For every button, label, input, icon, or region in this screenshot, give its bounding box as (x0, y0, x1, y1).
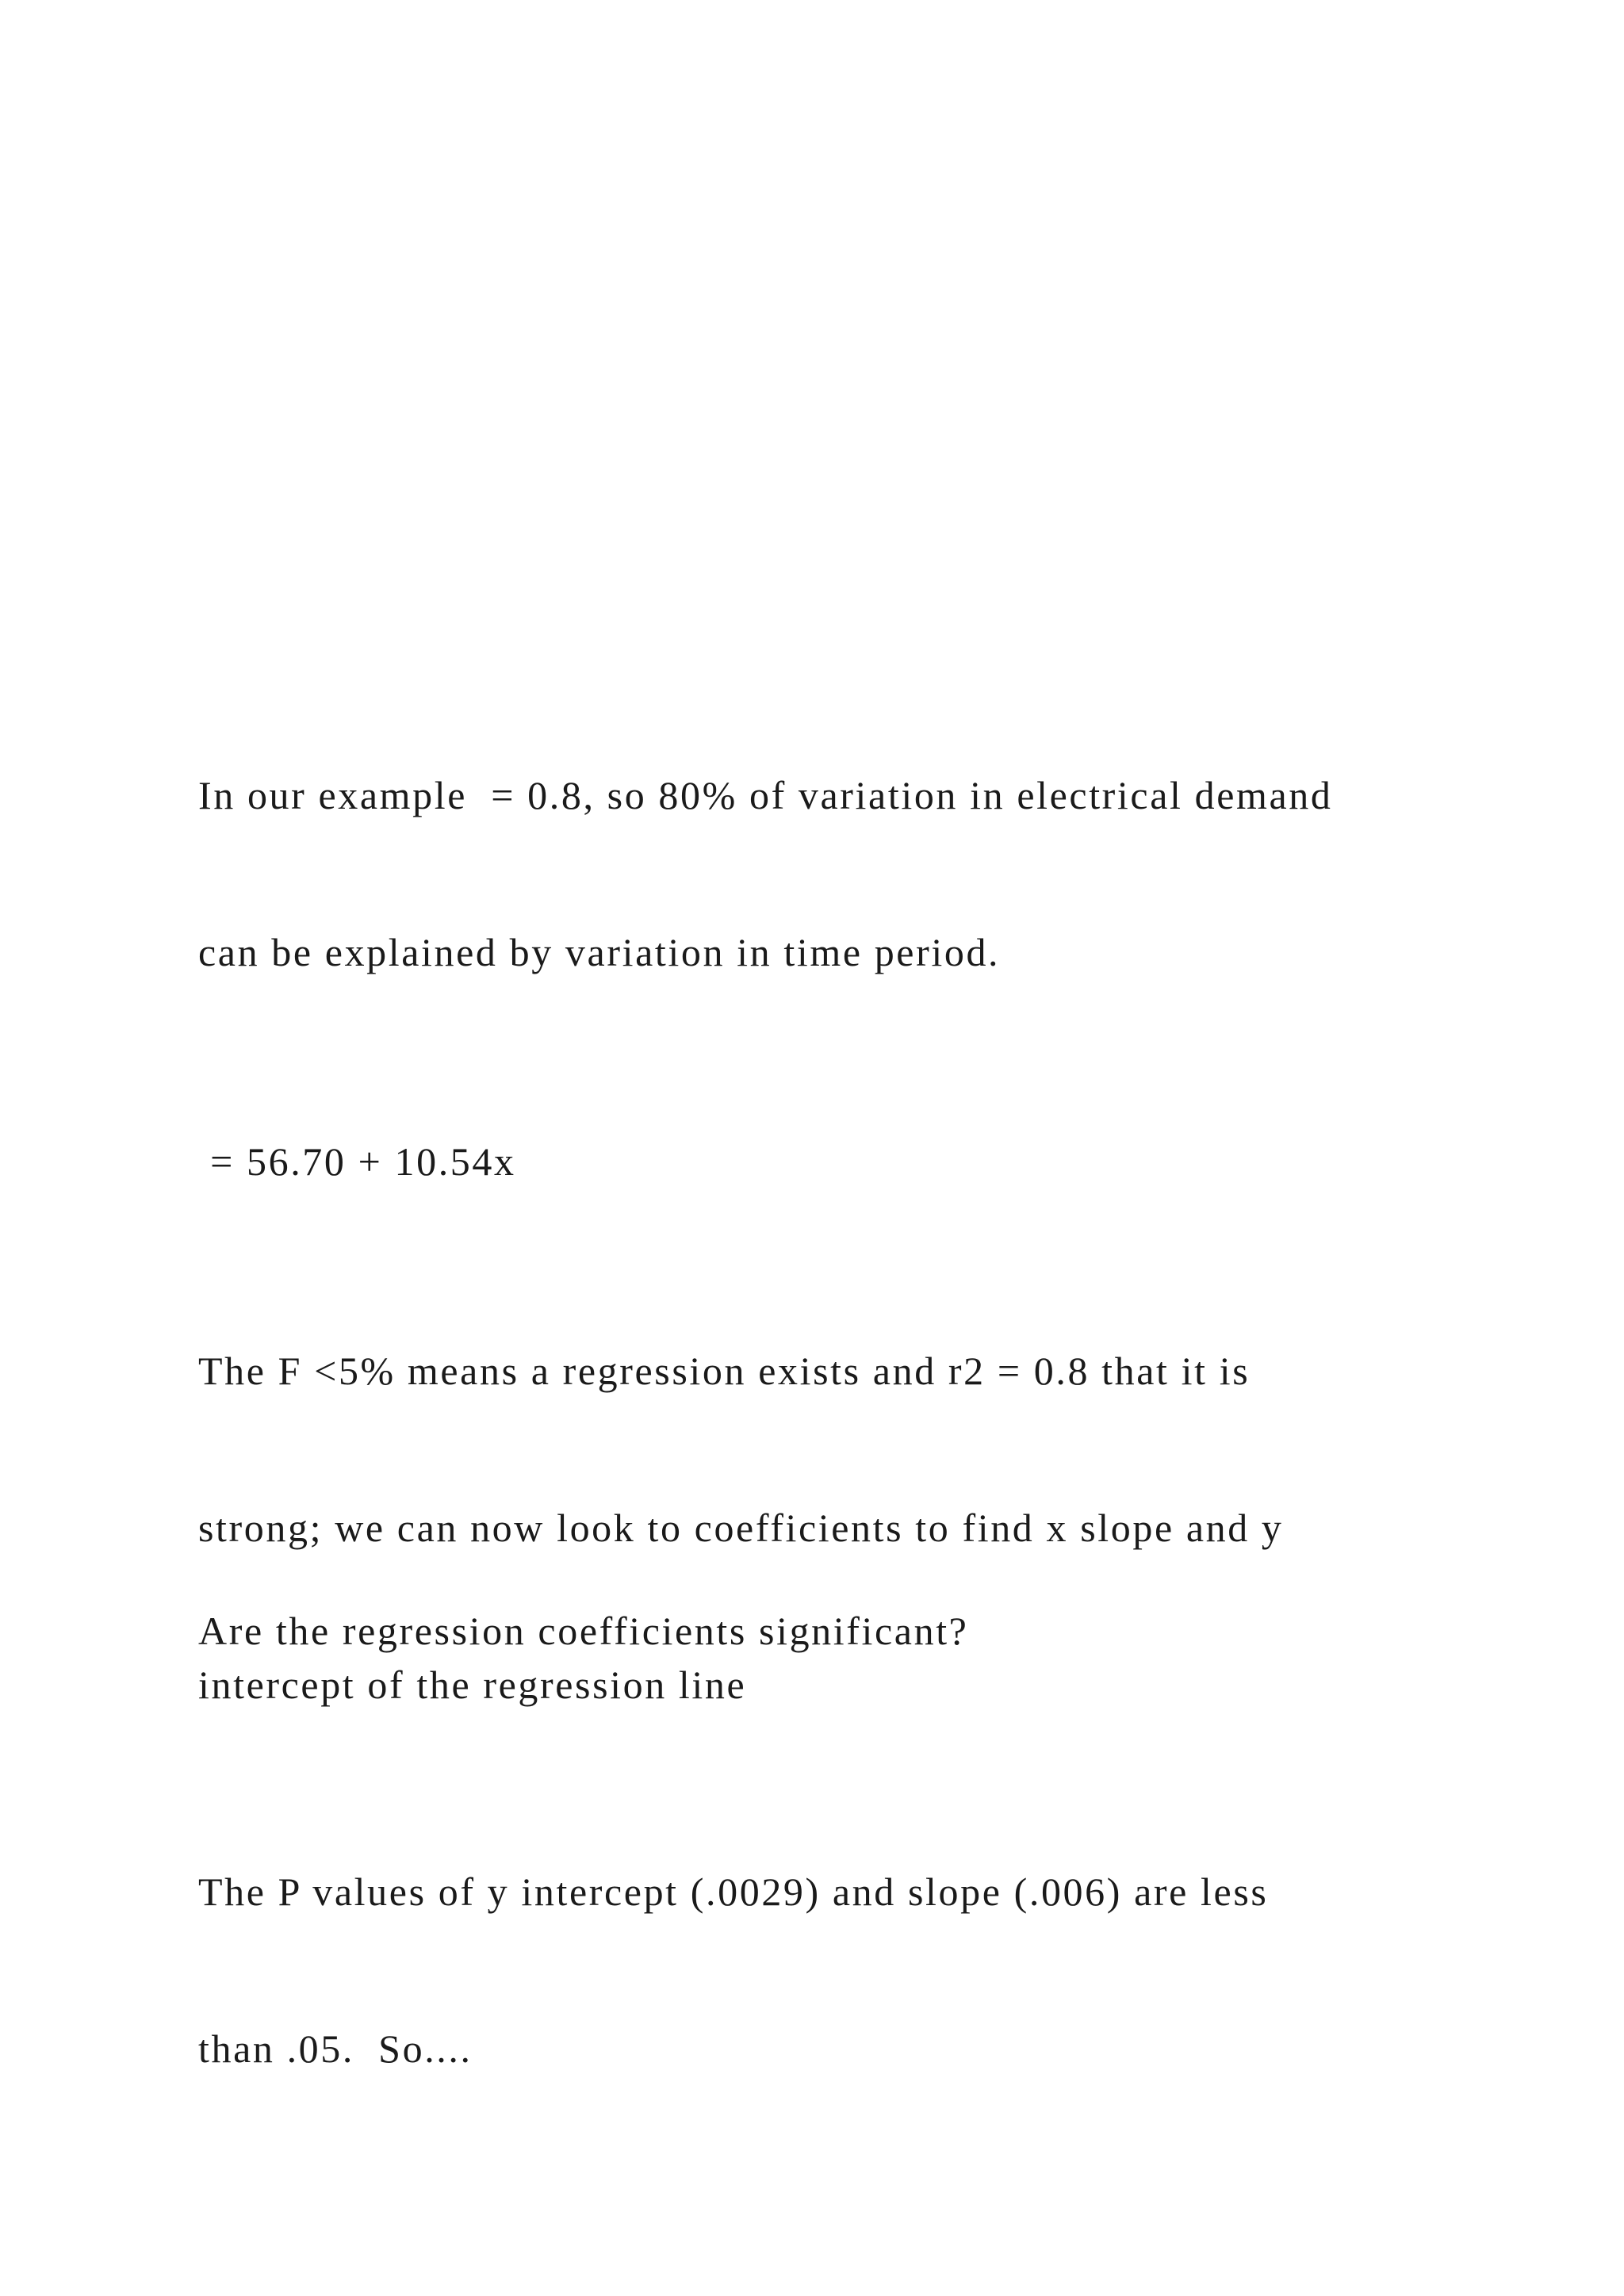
text-line: can be explained by variation in time period. (198, 930, 1001, 974)
paragraph-p-values (198, 1761, 1499, 2179)
text-line: strong; we can now look to coefficients to find x slope and y (198, 1506, 1284, 1550)
regression-equation: = 56.70 + 10.54x (198, 1139, 516, 1184)
text-line: In our example = 0.8, so 80% of variation in electrical demand (198, 773, 1333, 817)
text-line: The F <5% means a regression exists and r2 = 0.8 that it is (198, 1349, 1251, 1393)
text-line: intercept of the regression line (198, 1663, 747, 1707)
question-line: Are the regression coefficients significant? (198, 1609, 969, 1653)
paragraph-r-squared-explanation (198, 664, 1499, 1083)
paragraph-significance-question (198, 1500, 1499, 1762)
text-line: than .05. So.... (198, 2026, 473, 2071)
text-line: The P values of y intercept (.0029) and slope (.006) are less (198, 1869, 1269, 1914)
